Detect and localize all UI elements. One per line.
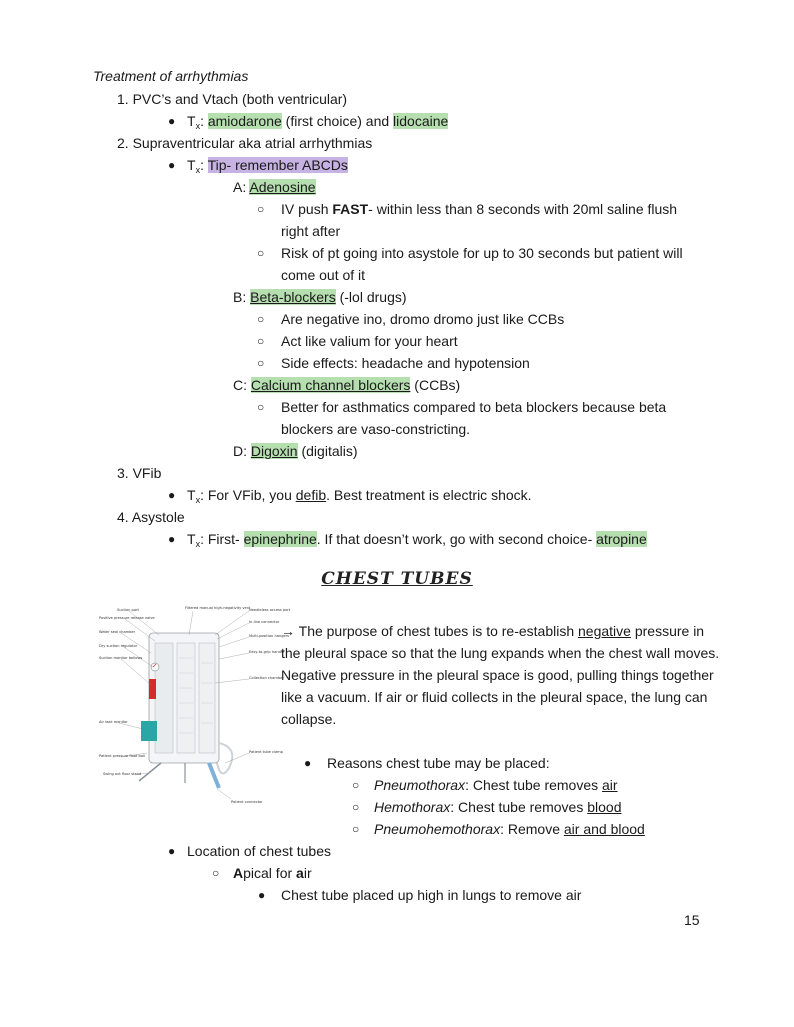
text: - within less than 8 seconds with 20ml saline flush xyxy=(368,201,678,217)
text: The purpose of chest tubes is to re-establish xyxy=(295,623,579,639)
apical-sub: Chest tube placed up high in lungs to remove air xyxy=(281,887,582,903)
underlined-text: negative xyxy=(578,623,631,639)
letter-label: B: xyxy=(233,289,251,305)
circle-bullet-icon: ○ xyxy=(212,866,220,880)
bold-text: FAST xyxy=(332,201,369,217)
bullet-icon: ● xyxy=(168,488,176,502)
circle-bullet-icon: ○ xyxy=(257,400,265,414)
letter-label: A: xyxy=(233,179,250,195)
text: (CCBs) xyxy=(410,377,461,393)
label-patient-pressure: Patient pressure float ball xyxy=(99,754,146,758)
sub-bullet-cont: blockers are vaso-constricting. xyxy=(281,421,471,437)
sub-bullet: Side effects: headache and hypotension xyxy=(281,355,530,371)
circle-bullet-icon: ○ xyxy=(352,822,360,836)
list-text: Asystole xyxy=(131,509,185,525)
bold-text: a xyxy=(296,865,304,881)
sub-bullet: Better for asthmatics compared to beta blockers because beta xyxy=(281,399,667,415)
chest-tube-drainage-diagram xyxy=(99,603,291,815)
abcd-d xyxy=(233,441,358,461)
section-title: Treatment of arrhythmias xyxy=(93,68,249,84)
abcd-c xyxy=(233,375,460,395)
list-item-3 xyxy=(117,463,161,483)
list-text: PVC’s and Vtach (both ventricular) xyxy=(132,91,348,107)
tx-letter: T xyxy=(187,157,196,173)
italic-text: Pneumohemothorax xyxy=(374,821,501,837)
label-dry-suction: Dry suction regulator xyxy=(99,644,138,648)
list-number: 1. xyxy=(117,91,129,107)
tx-subscript: x xyxy=(195,121,201,131)
bullet-icon: ● xyxy=(168,532,176,546)
bullet-icon: ● xyxy=(168,114,176,128)
circle-bullet-icon: ○ xyxy=(257,334,265,348)
abcd-a xyxy=(233,177,316,197)
text: ir xyxy=(303,865,312,881)
list-item-1 xyxy=(117,89,347,109)
label-tube-clamp: Patient tube clamp xyxy=(249,750,283,754)
colon: : xyxy=(200,113,204,129)
reasons-heading: Reasons chest tube may be placed: xyxy=(327,755,550,771)
label-suction-port: Suction port xyxy=(117,608,139,612)
text: pical for xyxy=(243,865,297,881)
list-item-2 xyxy=(117,133,372,153)
circle-bullet-icon: ○ xyxy=(257,202,265,216)
list-number: 4. xyxy=(117,509,129,525)
sub-bullet-cont: come out of it xyxy=(281,267,366,283)
text: . Best treatment is electric shock. xyxy=(326,487,532,503)
letter-label: C: xyxy=(233,377,251,393)
chest-tube-paragraph xyxy=(281,620,721,730)
tx-subscript: x xyxy=(195,495,201,505)
reason-1 xyxy=(374,775,618,795)
circle-bullet-icon: ○ xyxy=(257,356,265,370)
abcd-b xyxy=(233,287,407,307)
label-multi-hangers: Multi-position hangers xyxy=(249,634,290,638)
bullet-icon: ● xyxy=(168,158,176,172)
bullet-icon: ● xyxy=(304,756,312,770)
label-positive-relief: Positive pressure release valve xyxy=(99,616,155,620)
colon: : xyxy=(200,157,204,173)
page-number: 15 xyxy=(684,912,700,928)
underlined-text: air and blood xyxy=(563,821,645,837)
text: (-lol drugs) xyxy=(335,289,407,305)
underlined-text: blood xyxy=(587,799,622,815)
letter-label: D: xyxy=(233,443,251,459)
location-heading: Location of chest tubes xyxy=(187,843,331,859)
list-number: 3. xyxy=(117,465,129,481)
circle-bullet-icon: ○ xyxy=(352,800,360,814)
bullet-icon: ● xyxy=(258,888,266,902)
label-air-leak: Air leak monitor xyxy=(99,720,128,724)
text: : Chest tube removes xyxy=(450,799,588,815)
text: : For VFib, you xyxy=(200,487,296,503)
arrow-icon: → xyxy=(281,623,295,639)
sub-bullet: Act like valium for your heart xyxy=(281,333,458,349)
tx-letter: T xyxy=(187,113,196,129)
drug-highlight: Calcium channel blockers xyxy=(250,377,411,393)
tx-letter: T xyxy=(187,487,196,503)
list-item-4 xyxy=(117,507,185,527)
label-filtered-vent: Filtered manual high-negativity vent xyxy=(185,606,251,610)
reason-3 xyxy=(374,819,645,839)
tx-subscript: x xyxy=(195,165,201,175)
label-water-seal: Water seal chamber xyxy=(99,630,136,634)
text: (digitalis) xyxy=(297,443,358,459)
drug-highlight: lidocaine xyxy=(393,113,449,129)
apical-line xyxy=(233,863,312,883)
text: . If that doesn’t work, go with second choice- xyxy=(316,531,597,547)
water-seal-chamber xyxy=(141,721,157,741)
label-collection: Collection chamber xyxy=(249,676,284,680)
list-text: Supraventricular aka atrial arrhythmias xyxy=(132,135,373,151)
underlined-text: air xyxy=(602,777,618,793)
label-easy-grip: Easy-to-grip handle xyxy=(249,650,285,654)
italic-text: Hemothorax xyxy=(374,799,451,815)
text: : Chest tube removes xyxy=(465,777,603,793)
label-inline-connector: In-line connector xyxy=(249,620,280,624)
text: : First- xyxy=(200,531,244,547)
sub-bullet: Are negative ino, dromo dromo just like CCBs xyxy=(281,311,565,327)
italic-text: Pneumothorax xyxy=(374,777,466,793)
drug-highlight: Beta-blockers xyxy=(250,289,336,305)
text: : Remove xyxy=(500,821,564,837)
drug-highlight: Digoxin xyxy=(250,443,298,459)
list-number: 2. xyxy=(117,135,129,151)
tx-letter: T xyxy=(187,531,196,547)
circle-bullet-icon: ○ xyxy=(257,246,265,260)
treatment-line-4 xyxy=(187,529,647,554)
circle-bullet-icon: ○ xyxy=(257,312,265,326)
sub-bullet-cont: right after xyxy=(281,223,341,239)
sub-bullet xyxy=(281,199,677,219)
drug-highlight: amiodarone xyxy=(207,113,282,129)
sub-bullet: Risk of pt going into asystole for up to 30 seconds but patient will xyxy=(281,245,683,261)
text: (first choice) and xyxy=(281,113,394,129)
tx-subscript: x xyxy=(195,539,201,549)
label-suction-monitor: Suction monitor bellows xyxy=(99,656,143,660)
text: IV push xyxy=(281,201,333,217)
underlined-text: defib xyxy=(295,487,327,503)
text: pressure in the pleural space so that the lung expands when the chest wall moves. Negative pressure in the pleural space is good, pulling things together like a vacuum. If air or fluid collects in the pleural space, the lung can collapse. xyxy=(281,623,720,727)
drug-highlight: epinephrine xyxy=(243,531,317,547)
label-patient-connector: Patient connector xyxy=(231,800,263,804)
label-needleless: Needleless access port xyxy=(249,608,291,612)
bullet-icon: ● xyxy=(168,844,176,858)
reason-2 xyxy=(374,797,621,817)
label-swing-out: Swing out floor stand xyxy=(103,772,142,776)
treatment-line-3 xyxy=(187,485,532,510)
circle-bullet-icon: ○ xyxy=(352,778,360,792)
list-text: VFib xyxy=(132,465,162,481)
bold-text: A xyxy=(233,865,244,881)
drug-highlight: atropine xyxy=(596,531,647,547)
tip-highlight: Tip- remember ABCDs xyxy=(207,157,348,173)
suction-monitor-bellows xyxy=(149,679,156,699)
drug-highlight: Adenosine xyxy=(249,179,316,195)
chest-tubes-heading: CHEST TUBES xyxy=(321,569,473,589)
